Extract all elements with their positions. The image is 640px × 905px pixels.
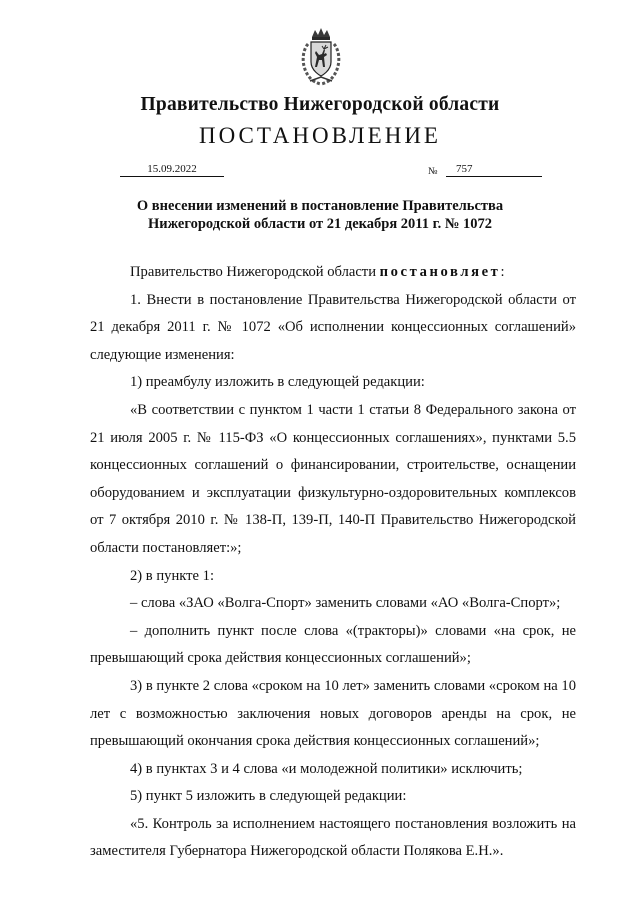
document-number: 757 (456, 163, 473, 175)
intro-paragraph (90, 259, 576, 287)
paragraph-1-1: 1) преамбулу изложить в следующей редакции: (130, 374, 425, 391)
intro-prefix: Правительство Нижегородской области (130, 264, 380, 280)
intro-suffix: : (500, 264, 505, 280)
paragraph-1-4: 4) в пунктах 3 и 4 слова «и молодежной политики» исключить; (130, 760, 523, 777)
paragraph-1-2-b: – дополнить пункт после слова «(тракторы)» словами «на срок, не превышающий срока действия концессионных соглашений»; (90, 622, 576, 667)
organization-name: Правительство Нижегородской области (140, 94, 500, 115)
document-type: ПОСТАНОВЛЕНИЕ (199, 123, 441, 148)
paragraph-1-3: 3) в пункте 2 слова «сроком на 10 лет» заменить словами «сроком на 10 лет с возможностью заключения новых договоров аренды на срок, не превышающий окончания срока действия концессионных соглашений»; (90, 677, 576, 750)
title-line: О внесении изменений в постановление Правительства (136, 198, 504, 214)
title-line: Нижегородской области от 21 декабря 2011 г. № 1072 (147, 216, 493, 232)
paragraph-1-5: 5) пункт 5 изложить в следующей редакции: (130, 788, 407, 805)
coat-of-arms-icon (298, 26, 344, 86)
paragraph-1-2-a: – слова «ЗАО «Волга-Спорт» заменить словами «АО «Волга-Спорт»; (130, 595, 561, 612)
document-title (100, 197, 540, 233)
document-date: 15.09.2022 (120, 163, 224, 177)
paragraph-control: «5. Контроль за исполнением настоящего постановления возложить на заместителя Губернатора Нижегородской области Полякова Е.Н.». (90, 815, 576, 860)
document-number-field (446, 163, 542, 177)
decree-word: постановляет (379, 264, 501, 280)
paragraph-1: 1. Внести в постановление Правительства Нижегородской области от 21 декабря 2011 г. № 1072 «Об исполнении концессионных соглашений» следующие изменения: (90, 291, 576, 363)
number-sign: № (428, 166, 438, 177)
document-body (90, 259, 576, 866)
paragraph-1-2: 2) в пункте 1: (130, 567, 215, 584)
paragraph-preamble: «В соответствии с пунктом 1 части 1 статьи 8 Федерального закона от 21 июля 2005 г. № 115-ФЗ «О концессионных соглашениях», пунктами 5.5 концессионных соглашений о финансировании, строительстве, оснащении оборудованием и эксплуатации физкультурно-оздоровительных комплексов от 7 октября 2010 г. № 138-П, 139-П, 140-П Правительство Нижегородской области постановляет:»; (90, 401, 576, 556)
